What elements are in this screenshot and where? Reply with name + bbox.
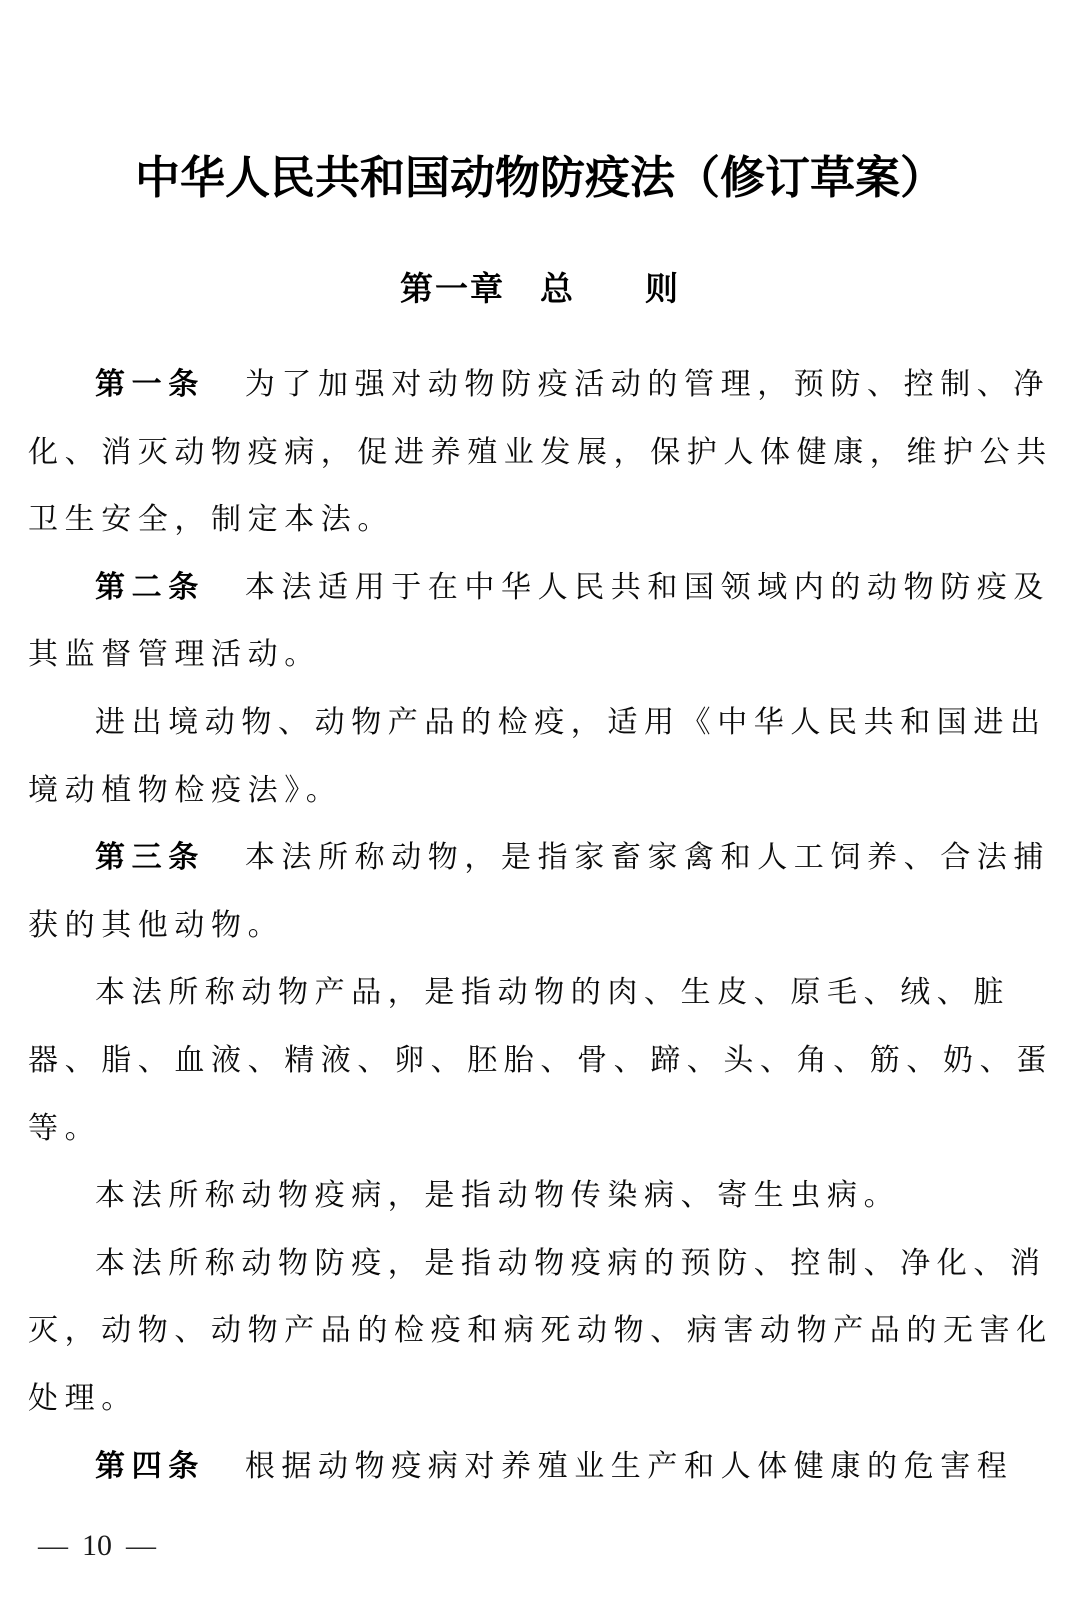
article-number: 第三条: [95, 841, 205, 875]
footer-dash-left: —: [38, 1529, 68, 1562]
line-text: 进出境动物、动物产品的检疫，适用《中华人民共和国进出: [95, 705, 1047, 739]
line-text: 根据动物疫病对养殖业生产和人体健康的危害程: [244, 1449, 1014, 1483]
line-text: 卫生安全，制定本法。: [28, 503, 394, 537]
body-line: [28, 1162, 1063, 1230]
document-body: [28, 351, 1063, 1500]
body-line: [28, 689, 1063, 757]
body-line: [28, 1027, 1063, 1095]
document-title: 中华人民共和国动物防疫法（修订草案）: [134, 153, 945, 203]
body-line: [28, 1365, 1063, 1433]
line-text: 本法所称动物产品，是指动物的肉、生皮、原毛、绒、脏: [95, 976, 1010, 1010]
chapter-heading: 第一章 总 则: [400, 270, 680, 307]
body-line: [28, 1095, 1063, 1163]
line-text: 化、消灭动物疫病，促进养殖业发展，保护人体健康，维护公共: [28, 435, 1053, 469]
page-number: 10: [82, 1529, 112, 1562]
body-line: [28, 959, 1063, 1027]
line-text: 本法所称动物，是指家畜家禽和人工饲养、合法捕: [244, 841, 1051, 875]
footer-dash-right: —: [126, 1529, 156, 1562]
line-text: 灭，动物、动物产品的检疫和病死动物、病害动物产品的无害化: [28, 1314, 1053, 1348]
line-text: 本法适用于在中华人民共和国领域内的动物防疫及: [244, 570, 1051, 604]
line-text: 其监督管理活动。: [28, 638, 321, 672]
line-text: 本法所称动物防疫，是指动物疫病的预防、控制、净化、消: [95, 1246, 1047, 1280]
body-line: [28, 486, 1063, 554]
body-line: [28, 419, 1063, 487]
body-line: [28, 1230, 1063, 1298]
body-line: [28, 757, 1063, 825]
body-line: [28, 351, 1063, 419]
article-number: 第二条: [95, 570, 205, 604]
body-line: [28, 824, 1063, 892]
line-text: 为了加强对动物防疫活动的管理，预防、控制、净: [244, 368, 1051, 401]
body-line: [28, 1297, 1063, 1365]
page-footer: [38, 1528, 156, 1564]
body-line: [28, 621, 1063, 689]
line-text: 境动植物检疫法》。: [28, 773, 343, 807]
line-text: 本法所称动物疫病，是指动物传染病、寄生虫病。: [95, 1179, 901, 1213]
line-text: 器、脂、血液、精液、卵、胚胎、骨、蹄、头、角、筋、奶、蛋: [28, 1043, 1053, 1077]
article-number: 第一条: [95, 368, 205, 401]
body-line: [28, 1433, 1063, 1501]
body-line: [28, 554, 1063, 622]
line-text: 等。: [28, 1111, 102, 1145]
line-text: 处理。: [28, 1381, 138, 1415]
line-text: 获的其他动物。: [28, 908, 285, 942]
article-number: 第四条: [95, 1449, 205, 1483]
body-line: [28, 892, 1063, 960]
